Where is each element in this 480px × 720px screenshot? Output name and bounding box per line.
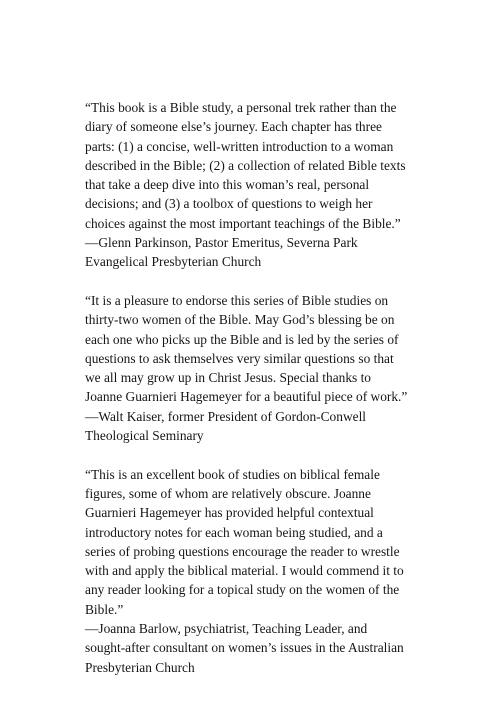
endorsement-quote [85,291,425,407]
quote-line: any reader looking for a topical study on the women of the [85,582,400,598]
endorsements-page [85,98,425,696]
endorsement-kaiser [85,291,425,445]
attribution-line: —Glenn Parkinson, Pastor Emeritus, Severna Park [85,235,358,251]
endorsement-attribution [85,407,425,446]
endorsement-attribution [85,233,425,272]
quote-line: that take a deep dive into this woman’s real, personal [85,177,370,193]
quote-line: thirty-two women of the Bible. May God’s blessing be on [85,312,395,328]
quote-line: we all may grow up in Christ Jesus. Special thanks to [85,370,372,386]
attribution-line: Theological Seminary [85,428,204,444]
attribution-line: Presbyterian Church [85,659,195,675]
endorsement-parkinson [85,98,425,272]
endorsement-quote [85,98,425,233]
quote-line: each one who picks up the Bible and is led by the series of [85,331,399,347]
quote-line: decisions; and (3) a toolbox of questions to weigh her [85,196,373,212]
quote-line: “This book is a Bible study, a personal trek rather than the [85,100,397,115]
endorsement-attribution [85,619,425,677]
endorsement-barlow [85,465,425,677]
quote-line: Guarnieri Hagemeyer has provided helpful contextual [85,505,374,521]
quote-line: “This is an excellent book of studies on biblical female [85,466,380,482]
quote-line: questions to ask themselves very similar questions so that [85,350,394,366]
quote-line: choices against the most important teachings of the Bible.” [85,215,401,231]
quote-line: Bible.” [85,601,124,617]
quote-line: with and apply the biblical material. I would commend it to [85,563,404,579]
quote-line: introductory notes for each woman being studied, and a [85,524,383,540]
quote-line: parts: (1) a concise, well-written introduction to a woman [85,138,394,154]
attribution-line: —Joanna Barlow, psychiatrist, Teaching Leader, and [85,621,368,637]
attribution-line: Evangelical Presbyterian Church [85,254,262,270]
quote-line: “It is a pleasure to endorse this series of Bible studies on [85,292,389,308]
quote-line: described in the Bible; (2) a collection of related Bible texts [85,157,406,173]
quote-line: Joanne Guarnieri Hagemeyer for a beautiful piece of work.” [85,389,408,405]
quote-line: diary of someone else’s journey. Each chapter has three [85,119,382,135]
quote-line: figures, some of whom are relatively obscure. Joanne [85,485,371,501]
endorsement-quote [85,465,425,619]
attribution-line: —Walt Kaiser, former President of Gordon-Conwell [85,408,367,424]
quote-line: series of probing questions encourage the reader to wrestle [85,543,400,559]
attribution-line: sought-after consultant on women’s issues in the Australian [85,640,404,656]
